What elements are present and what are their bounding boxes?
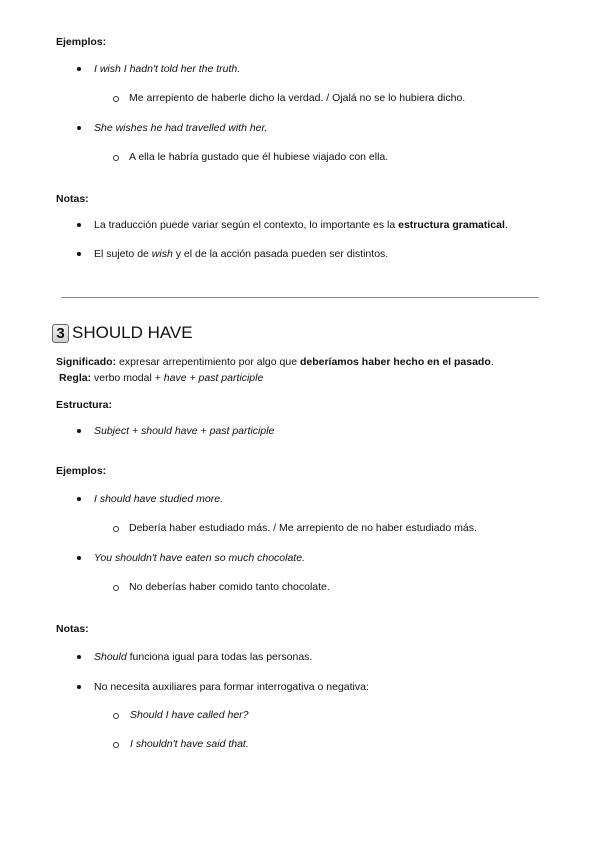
rule-line <box>59 372 263 384</box>
note-item <box>94 651 312 663</box>
note-sub-example: I shouldn't have said that. <box>130 738 249 750</box>
bullet-circle-icon <box>113 96 119 102</box>
example-spanish: A ella le habría gustado que él hubiese viajado con ella. <box>129 151 389 163</box>
meaning-end: . <box>490 356 494 368</box>
bullet-dot-icon <box>77 685 81 689</box>
bullet-circle-icon <box>113 155 119 161</box>
example-english: I wish I hadn't told her the truth. <box>94 63 241 75</box>
bullet-dot-icon <box>77 252 81 256</box>
section-title-text: SHOULD HAVE <box>72 323 193 342</box>
example-english: You shouldn't have eaten so much chocolate. <box>94 552 305 564</box>
note-term: wish <box>151 248 173 260</box>
rule-text: verbo modal + <box>91 372 164 384</box>
meaning-text: expresar arrepentimiento por algo que <box>116 356 300 368</box>
bullet-circle-icon <box>113 585 119 591</box>
bullet-dot-icon <box>77 429 81 433</box>
meaning-label: Significado: <box>56 356 117 368</box>
meaning-line <box>56 356 494 368</box>
notes-heading: Notas: <box>56 623 89 635</box>
keycap-number-icon: 3 <box>52 324 69 343</box>
note-text: El sujeto de <box>94 248 152 260</box>
note-text: funciona igual para todas las personas. <box>126 651 313 663</box>
structure-formula: Subject + should have + past participle <box>94 425 275 437</box>
example-english: She wishes he had travelled with her. <box>94 122 268 134</box>
note-text: La traducción puede variar según el contexto, lo importante es la <box>94 219 399 231</box>
example-english: I should have studied more. <box>94 493 223 505</box>
bullet-dot-icon <box>77 223 81 227</box>
bullet-dot-icon <box>77 67 81 71</box>
bullet-circle-icon <box>113 713 119 719</box>
note-term: Should <box>94 651 127 663</box>
examples-heading: Ejemplos: <box>56 36 107 48</box>
rule-formula: have + past participle <box>163 372 264 384</box>
note-text: y el de la acción pasada pueden ser distintos. <box>172 248 389 260</box>
example-spanish: Me arrepiento de haberle dicho la verdad. / Ojalá no se lo hubiera dicho. <box>129 92 466 104</box>
note-item <box>94 248 388 260</box>
note-emphasis: estructura gramatical <box>398 219 505 231</box>
structure-heading: Estructura: <box>56 399 113 411</box>
section-title <box>52 322 193 344</box>
rule-label: Regla: <box>59 372 92 384</box>
bullet-dot-icon <box>77 556 81 560</box>
section-divider <box>61 297 539 298</box>
bullet-circle-icon <box>113 526 119 532</box>
example-spanish: No deberías haber comido tanto chocolate. <box>129 581 330 593</box>
meaning-emphasis: deberíamos haber hecho en el pasado <box>299 356 491 368</box>
bullet-dot-icon <box>77 497 81 501</box>
example-spanish: Debería haber estudiado más. / Me arrepiento de no haber estudiado más. <box>129 522 477 534</box>
note-sub-example: Should I have called her? <box>130 709 249 721</box>
note-item: No necesita auxiliares para formar interrogativa o negativa: <box>94 681 369 693</box>
examples-heading: Ejemplos: <box>56 465 107 477</box>
notes-heading: Notas: <box>56 193 89 205</box>
bullet-circle-icon <box>113 742 119 748</box>
note-text: . <box>504 219 508 231</box>
note-item <box>94 219 508 231</box>
bullet-dot-icon <box>77 126 81 130</box>
bullet-dot-icon <box>77 655 81 659</box>
